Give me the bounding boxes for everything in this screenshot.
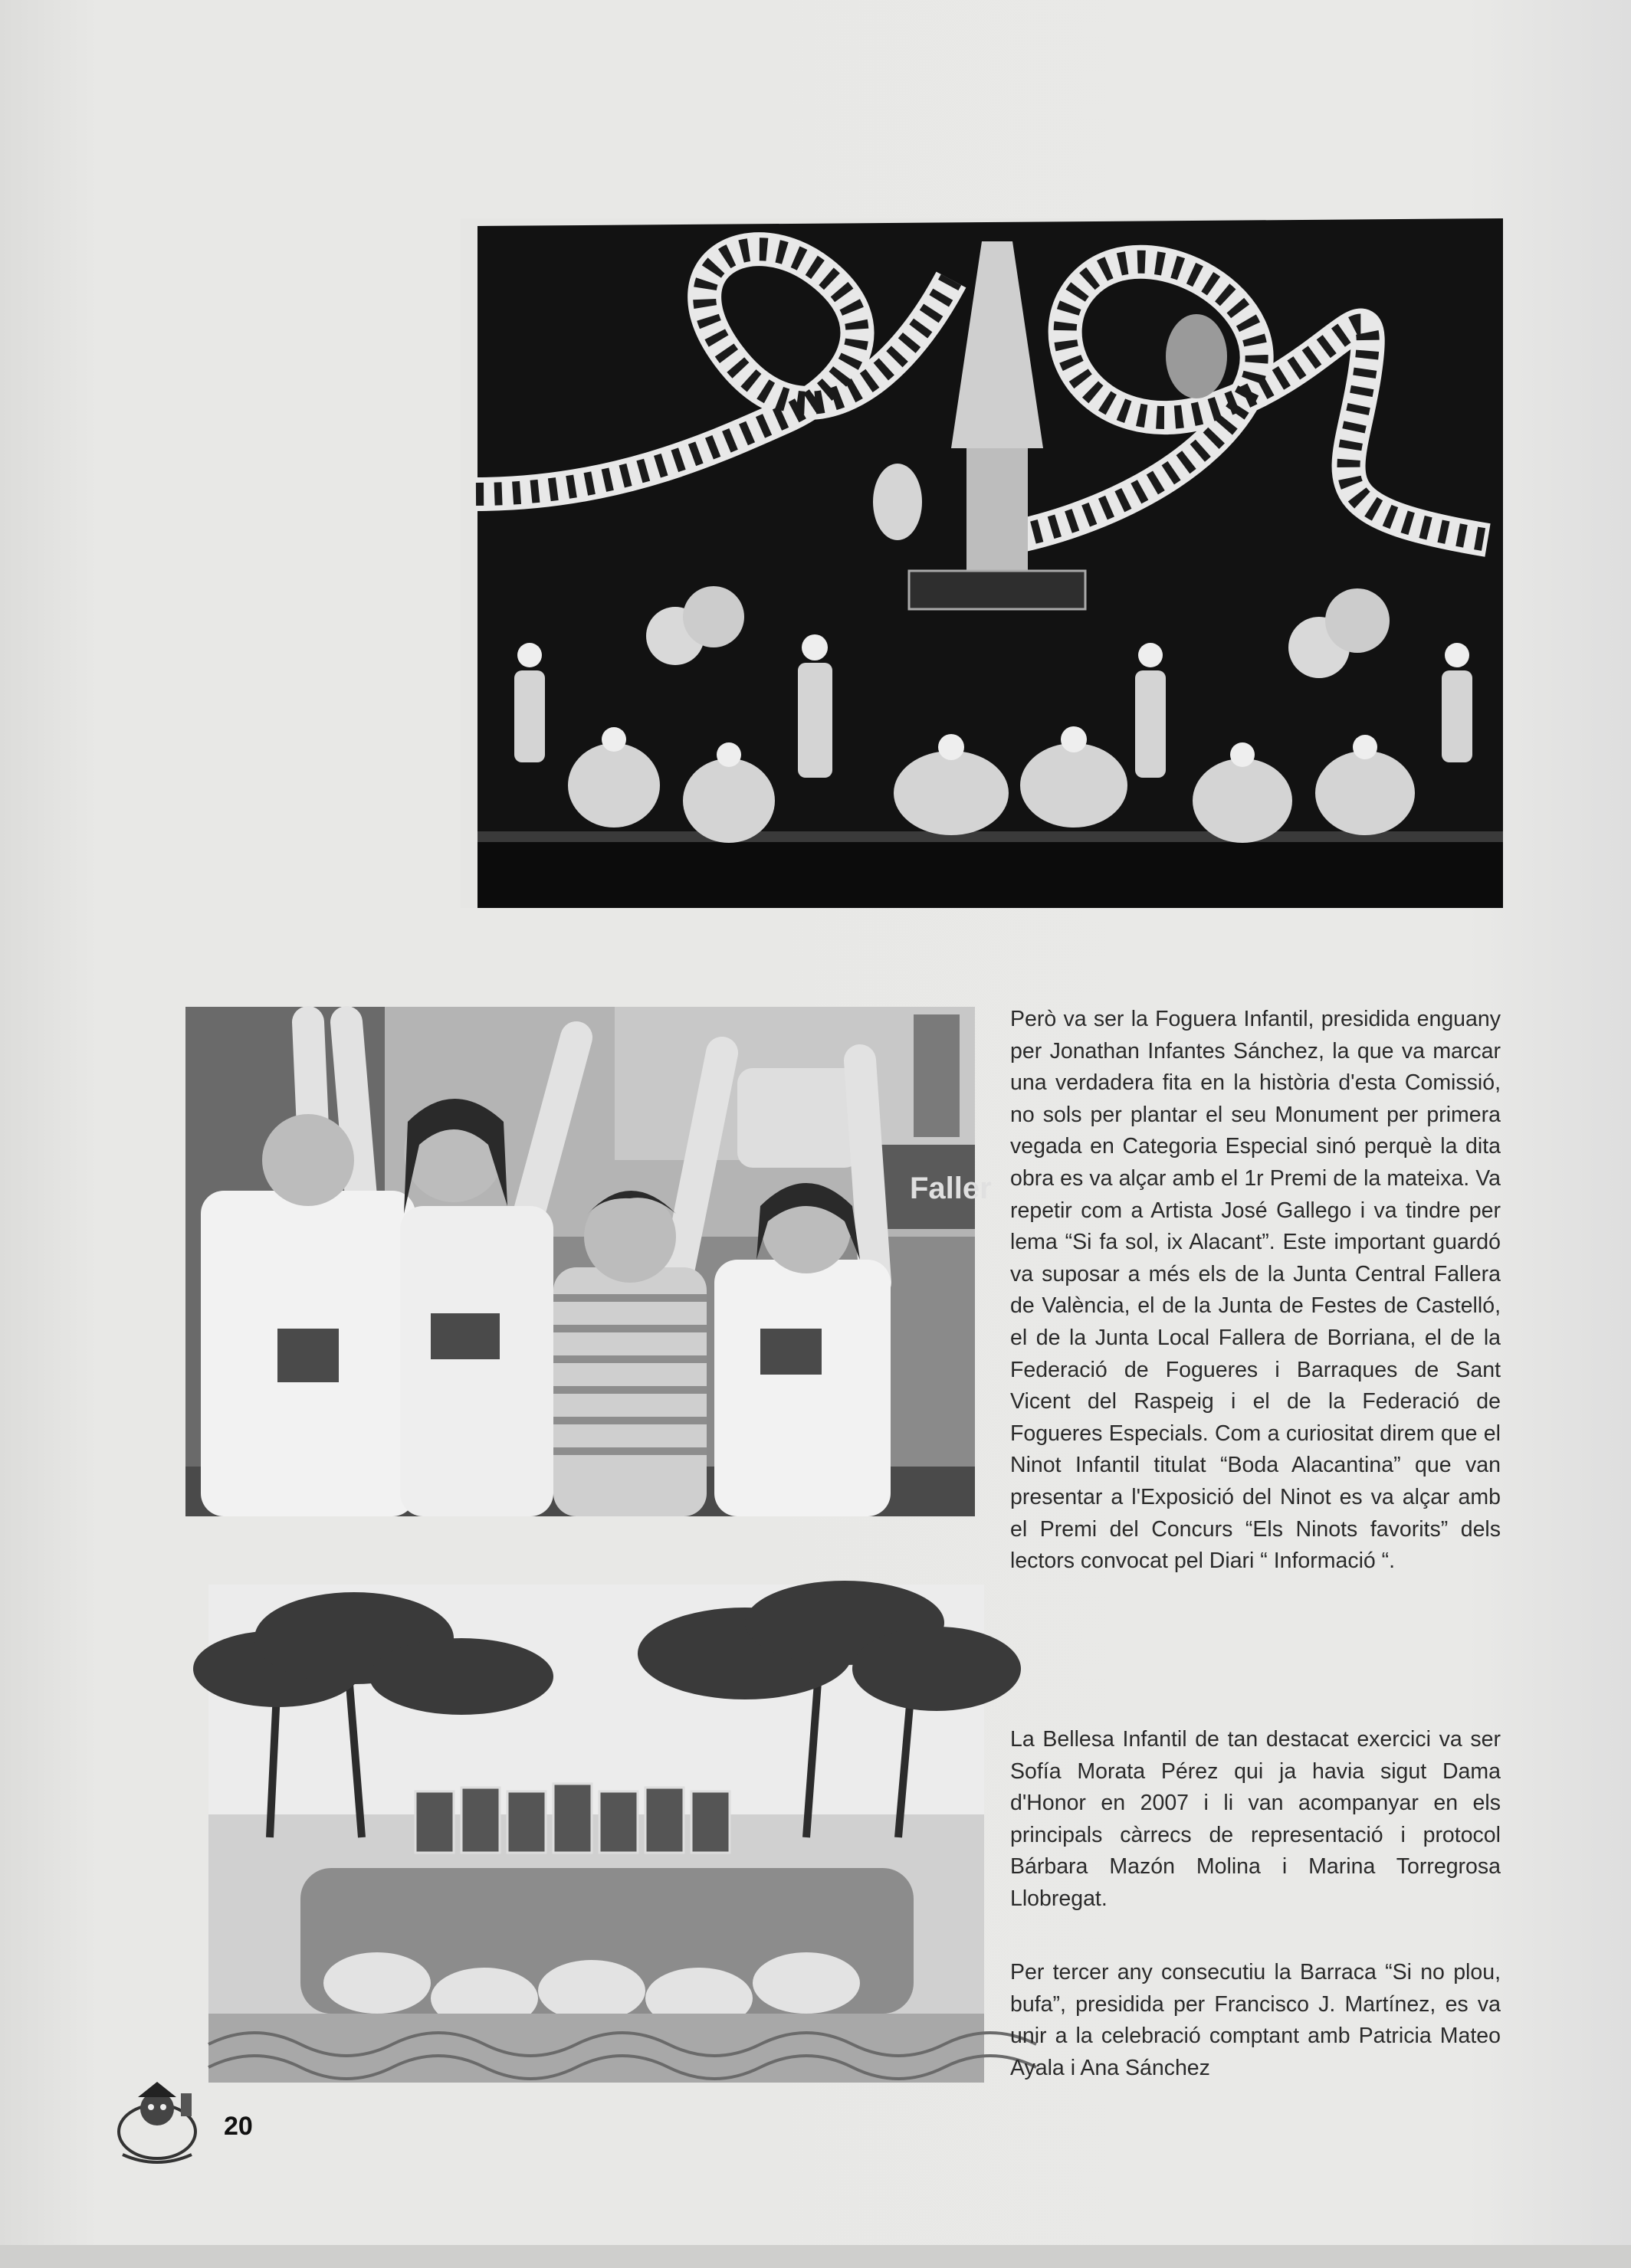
page-number: 20 xyxy=(224,2112,253,2141)
banner-sign-text: Faller xyxy=(910,1172,992,1205)
article-paragraph-1: Però va ser la Foguera Infantil, presidida enguany per Jonathan Infantes Sánchez, la que va marcar una verdadera fita en la història d'esta Comissió, no sols per plantar el seu Monument per primera vegada en Categoria Especial sinó perquè la dita obra es va alçar amb el 1r Premi de la mateixa. Va repetir com a Artista José Gallego i va tindre per lema “Si fa sol, ix Alacant”. Este important guardó va suposar a més els de la Junta Central Fallera de València, el de la Junta de Festes de Castelló, el de la Junta Local Fallera de Borriana, el de la Federació de Fogueres i Barraques de Sant Vicent del Raspeig i el de la Federació de Fogueres Especials. Com a curiositat direm que el Ninot Infantil titulat “Boda Alacantina” que van presentar a l'Exposició del Ninot es va alçar amb el Premi del Concurs “Els Ninots favorits” dels lectors convocat pel Diari “ Informació “. xyxy=(1010,1007,1501,1574)
children-celebrating-photo xyxy=(185,1007,992,1516)
page-bottom-edge xyxy=(0,2245,1631,2268)
stage-performance-photo xyxy=(461,218,1503,908)
comission-logo-icon xyxy=(107,2078,207,2170)
article-paragraph-3: Per tercer any consecutiu la Barraca “Si no plou, bufa”, presidida per Francisco J. Martínez, es va unir a la celebració comptant amb Patricia Mateo Ayala i Ana Sánchez xyxy=(1010,1960,1501,2080)
parade-group-photo xyxy=(208,1585,984,2083)
article-paragraph-2: La Bellesa Infantil de tan destacat exercici va ser Sofía Morata Pérez qui ja havia sigut Dama d'Honor en 2007 i li van acompanyar en els principals càrrecs de representació i protocol Bárbara Mazón Molina i Marina Torregrosa Llobregat. xyxy=(1010,1727,1501,1911)
